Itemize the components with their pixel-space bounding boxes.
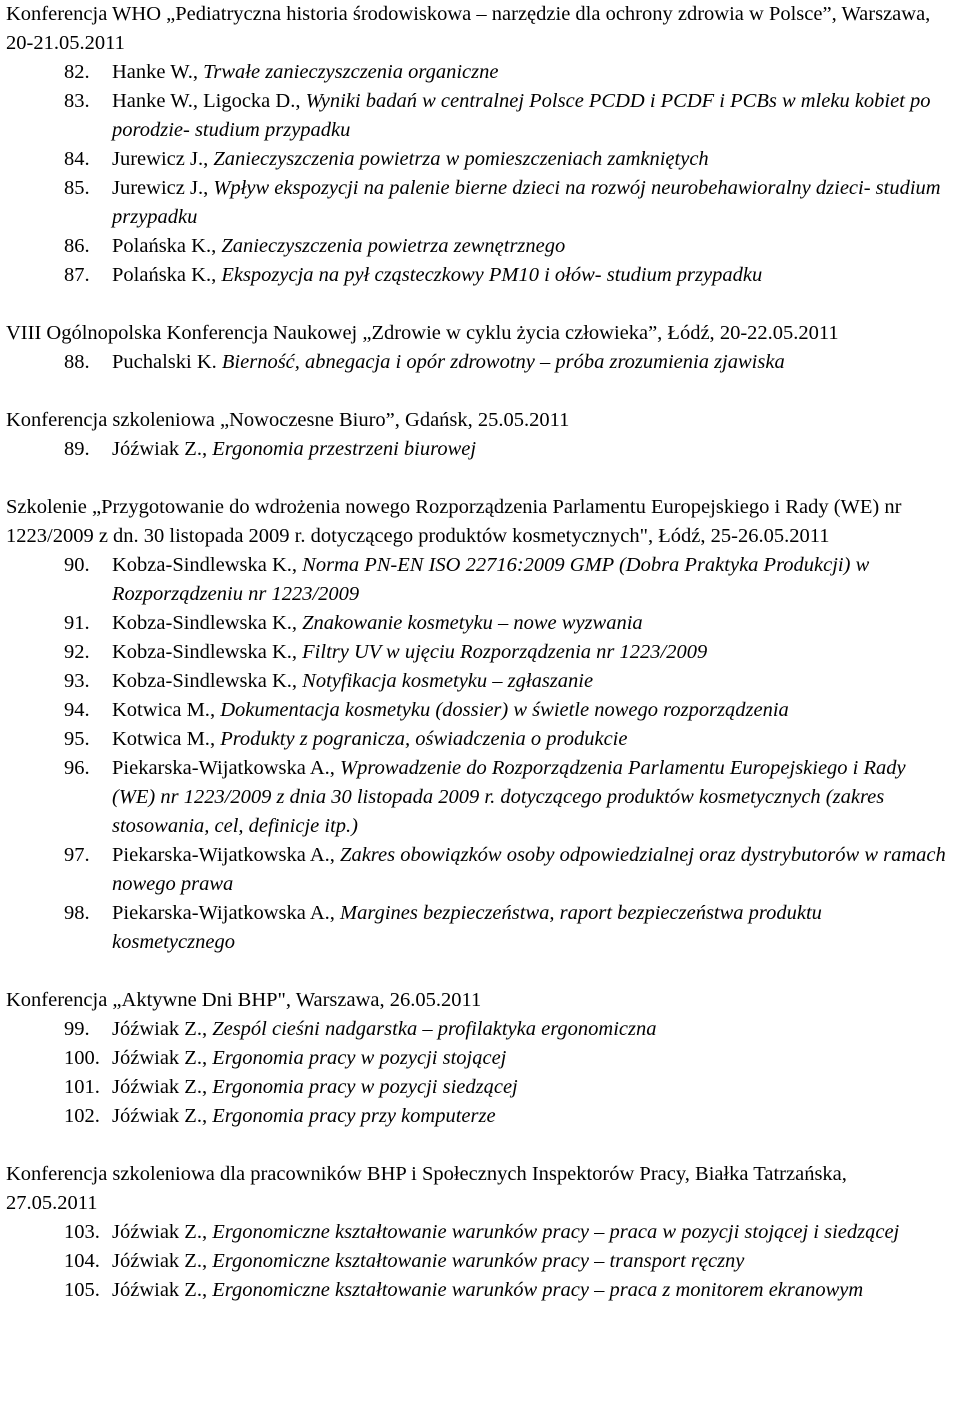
item-separator: , bbox=[291, 641, 303, 663]
item-title: Margines bezpieczeństwa, raport bezpieczeństwa produktu kosmetycznego bbox=[112, 902, 822, 953]
item-separator: , bbox=[329, 902, 341, 924]
conference-section bbox=[6, 0, 960, 290]
item-title: Ergonomiczne kształtowanie warunków pracy – praca z monitorem ekranowym bbox=[212, 1279, 864, 1301]
item-number: 82. bbox=[64, 61, 90, 83]
item-author: Hanke W. bbox=[112, 61, 193, 83]
publication-list bbox=[6, 1218, 960, 1305]
item-author: Hanke W., Ligocka D. bbox=[112, 90, 296, 112]
conference-heading bbox=[6, 493, 960, 551]
item-number: 102. bbox=[64, 1105, 100, 1127]
item-author: Jurewicz J. bbox=[112, 177, 204, 199]
item-separator: , bbox=[201, 1279, 213, 1301]
item-author: Polańska K. bbox=[112, 235, 212, 257]
conference-date: 20-21.05.2011 bbox=[6, 32, 125, 54]
list-item bbox=[6, 145, 960, 174]
list-item bbox=[6, 1247, 960, 1276]
conference-section bbox=[6, 319, 960, 377]
conference-section bbox=[6, 406, 960, 464]
item-author: Kotwica M. bbox=[112, 699, 210, 721]
item-number: 83. bbox=[64, 90, 90, 112]
item-number: 92. bbox=[64, 641, 90, 663]
item-title: Zakres obowiązków osoby odpowiedzialnej oraz dystrybutorów w ramach nowego prawa bbox=[112, 844, 946, 895]
item-title: Norma PN-EN ISO 22716:2009 GMP (Dobra Praktyka Produkcji) w Rozporządzeniu nr 1223/2009 bbox=[112, 554, 870, 605]
item-title: Zanieczyszczenia powietrza zewnętrznego bbox=[221, 235, 566, 257]
item-number: 84. bbox=[64, 148, 90, 170]
item-author: Kobza-Sindlewska K. bbox=[112, 612, 292, 634]
item-number: 86. bbox=[64, 235, 90, 257]
conference-date: 25.05.2011 bbox=[472, 409, 570, 431]
item-number: 85. bbox=[64, 177, 90, 199]
item-separator: , bbox=[211, 235, 222, 257]
item-title: Ekspozycja na pył cząsteczkowy PM10 i ołów- studium przypadku bbox=[221, 264, 763, 286]
item-separator: , bbox=[291, 670, 303, 692]
item-number: 91. bbox=[64, 612, 90, 634]
item-author: Polańska K. bbox=[112, 264, 212, 286]
item-number: 93. bbox=[64, 670, 90, 692]
conference-heading bbox=[6, 986, 960, 1015]
list-item bbox=[6, 841, 960, 899]
list-item bbox=[6, 435, 960, 464]
item-author: Kotwica M. bbox=[112, 728, 210, 750]
item-number: 89. bbox=[64, 438, 90, 460]
item-number: 99. bbox=[64, 1018, 90, 1040]
item-author: Jóźwiak Z. bbox=[112, 1221, 202, 1243]
item-author: Jóźwiak Z. bbox=[112, 1250, 202, 1272]
list-item bbox=[6, 899, 960, 957]
item-title: Znakowanie kosmetyku – nowe wyzwania bbox=[302, 612, 643, 634]
list-item bbox=[6, 638, 960, 667]
item-number: 90. bbox=[64, 554, 90, 576]
item-separator: , bbox=[201, 438, 213, 460]
conference-heading bbox=[6, 0, 960, 58]
list-item bbox=[6, 261, 960, 290]
publication-list bbox=[6, 435, 960, 464]
item-author: Kobza-Sindlewska K. bbox=[112, 670, 292, 692]
item-title: Zespól cieśni nadgarstka – profilaktyka ergonomiczna bbox=[212, 1018, 657, 1040]
item-separator: , bbox=[209, 728, 221, 750]
item-title: Wprowadzenie do Rozporządzenia Parlamentu Europejskiego i Rady (WE) nr 1223/2009 z dnia 30 listopada 2009 r. dotyczącego produktów kosmetycznych (zakres stosowania, cel, definicje itp.) bbox=[112, 757, 906, 837]
item-separator: , bbox=[329, 844, 341, 866]
item-title: Wyniki badań w centralnej Polsce PCDD i PCDF i PCBs w mleku kobiet po porodzie- studium przypadku bbox=[112, 90, 931, 141]
item-separator: , bbox=[329, 757, 341, 779]
list-item bbox=[6, 754, 960, 841]
conference-date: 25-26.05.2011 bbox=[705, 525, 830, 547]
item-separator: , bbox=[201, 1018, 213, 1040]
item-number: 98. bbox=[64, 902, 90, 924]
item-number: 94. bbox=[64, 699, 90, 721]
list-item bbox=[6, 1044, 960, 1073]
conference-name: Szkolenie „Przygotowanie do wdrożenia nowego Rozporządzenia Parlamentu Europejskiego i Rady (WE) nr 1223/2009 z dn. 30 listopada 2009 r. dotyczącego produktów kosmetycznych", Łódź, bbox=[6, 496, 902, 547]
conference-section bbox=[6, 986, 960, 1131]
item-title: Bierność, abnegacja i opór zdrowotny – próba zrozumienia zjawiska bbox=[221, 351, 785, 373]
list-item bbox=[6, 348, 960, 377]
list-item bbox=[6, 232, 960, 261]
conference-date: 20-22.05.2011 bbox=[714, 322, 839, 344]
item-author: Jóźwiak Z. bbox=[112, 1076, 202, 1098]
item-separator: , bbox=[211, 264, 222, 286]
conference-date: 26.05.2011 bbox=[384, 989, 482, 1011]
item-separator: , bbox=[209, 699, 221, 721]
item-separator: , bbox=[201, 1250, 213, 1272]
item-author: Jóźwiak Z. bbox=[112, 1279, 202, 1301]
item-title: Ergonomiczne kształtowanie warunków pracy – praca w pozycji stojącej i siedzącej bbox=[212, 1221, 900, 1243]
item-title: Wpływ ekspozycji na palenie bierne dzieci na rozwój neurobehawioralny dzieci- studium przypadku bbox=[112, 177, 941, 228]
item-separator: , bbox=[192, 61, 204, 83]
item-title: Ergonomia pracy w pozycji stojącej bbox=[212, 1047, 507, 1069]
list-item bbox=[6, 1073, 960, 1102]
item-separator: , bbox=[291, 612, 303, 634]
list-item bbox=[6, 1015, 960, 1044]
list-item bbox=[6, 58, 960, 87]
item-number: 100. bbox=[64, 1047, 100, 1069]
publication-list bbox=[6, 348, 960, 377]
publication-list bbox=[6, 1015, 960, 1131]
publication-list bbox=[6, 58, 960, 290]
item-title: Ergonomiczne kształtowanie warunków pracy – transport ręczny bbox=[212, 1250, 745, 1272]
item-separator: , bbox=[201, 1221, 213, 1243]
list-item bbox=[6, 87, 960, 145]
conference-name: VIII Ogólnopolska Konferencja Naukowej „Zdrowie w cyklu życia człowieka”, Łódź, bbox=[6, 322, 715, 344]
item-number: 88. bbox=[64, 351, 90, 373]
conference-name: Konferencja „Aktywne Dni BHP", Warszawa, bbox=[6, 989, 385, 1011]
item-author: Piekarska-Wijatkowska A. bbox=[112, 757, 330, 779]
conference-heading bbox=[6, 406, 960, 435]
item-number: 105. bbox=[64, 1279, 100, 1301]
item-title: Notyfikacja kosmetyku – zgłaszanie bbox=[302, 670, 594, 692]
item-separator: , bbox=[291, 554, 303, 576]
item-title: Dokumentacja kosmetyku (dossier) w świetle nowego rozporządzenia bbox=[220, 699, 789, 721]
item-title: Produkty z pogranicza, oświadczenia o produkcie bbox=[220, 728, 628, 750]
item-author: Jóźwiak Z. bbox=[112, 1105, 202, 1127]
item-author: Kobza-Sindlewska K. bbox=[112, 554, 292, 576]
publication-list bbox=[6, 551, 960, 957]
conference-section bbox=[6, 1160, 960, 1305]
conference-section bbox=[6, 493, 960, 957]
item-number: 97. bbox=[64, 844, 90, 866]
list-item bbox=[6, 609, 960, 638]
item-separator: , bbox=[201, 1047, 213, 1069]
item-number: 95. bbox=[64, 728, 90, 750]
list-item bbox=[6, 1276, 960, 1305]
item-author: Piekarska-Wijatkowska A. bbox=[112, 844, 330, 866]
item-number: 87. bbox=[64, 264, 90, 286]
list-item bbox=[6, 551, 960, 609]
conference-name: Konferencja WHO „Pediatryczna historia środowiskowa – narzędzie dla ochrony zdrowia w Polsce”, Warszawa, bbox=[6, 3, 931, 25]
item-number: 103. bbox=[64, 1221, 100, 1243]
conference-name: Konferencja szkoleniowa „Nowoczesne Biuro”, Gdańsk, bbox=[6, 409, 473, 431]
list-item bbox=[6, 667, 960, 696]
item-number: 96. bbox=[64, 757, 90, 779]
conference-name: Konferencja szkoleniowa dla pracowników BHP i Społecznych Inspektorów Pracy, Białka Tatrzańska, bbox=[6, 1163, 847, 1185]
item-title: Filtry UV w ujęciu Rozporządzenia nr 1223/2009 bbox=[302, 641, 708, 663]
conference-heading bbox=[6, 319, 960, 348]
item-separator: , bbox=[203, 148, 214, 170]
item-author: Puchalski K. bbox=[112, 351, 217, 373]
list-item bbox=[6, 696, 960, 725]
item-title: Trwałe zanieczyszczenia organiczne bbox=[203, 61, 499, 83]
item-author: Jóźwiak Z. bbox=[112, 1047, 202, 1069]
item-title: Ergonomia pracy w pozycji siedzącej bbox=[212, 1076, 518, 1098]
item-title: Ergonomia przestrzeni biurowej bbox=[212, 438, 477, 460]
item-separator: , bbox=[295, 90, 306, 112]
item-author: Jóźwiak Z. bbox=[112, 438, 202, 460]
conference-date: 27.05.2011 bbox=[6, 1192, 98, 1214]
item-title: Zanieczyszczenia powietrza w pomieszczeniach zamkniętych bbox=[213, 148, 709, 170]
item-author: Kobza-Sindlewska K. bbox=[112, 641, 292, 663]
item-number: 104. bbox=[64, 1250, 100, 1272]
list-item bbox=[6, 1102, 960, 1131]
item-author: Jurewicz J. bbox=[112, 148, 204, 170]
item-separator: , bbox=[201, 1105, 213, 1127]
item-author: Piekarska-Wijatkowska A. bbox=[112, 902, 330, 924]
list-item bbox=[6, 174, 960, 232]
list-item bbox=[6, 725, 960, 754]
item-title: Ergonomia pracy przy komputerze bbox=[212, 1105, 496, 1127]
item-separator: , bbox=[201, 1076, 213, 1098]
list-item bbox=[6, 1218, 960, 1247]
item-number: 101. bbox=[64, 1076, 100, 1098]
item-separator: , bbox=[203, 177, 214, 199]
item-author: Jóźwiak Z. bbox=[112, 1018, 202, 1040]
conference-heading bbox=[6, 1160, 960, 1218]
